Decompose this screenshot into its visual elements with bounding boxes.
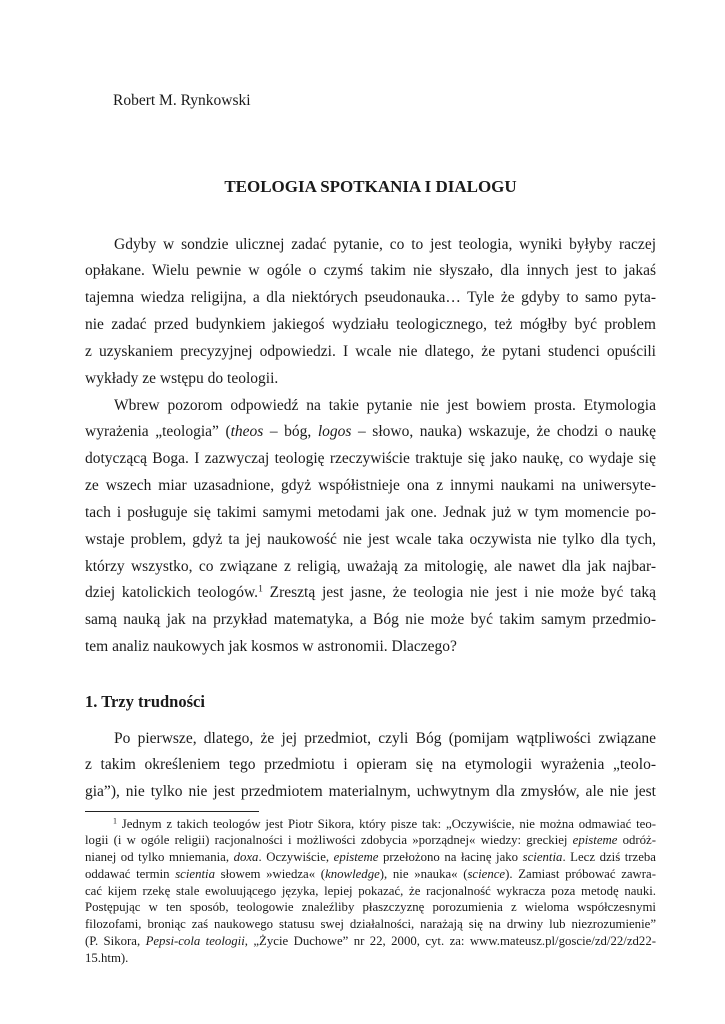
text-line (85, 607, 656, 634)
text-run: przełożono na łacinę jako (378, 850, 523, 865)
paragraph (85, 393, 656, 661)
text-line (85, 258, 656, 285)
text-run: dotyczącą Boga. I zazwyczaj teologię rzeczywiście traktuje się jako naukę, co wydaje się (85, 450, 656, 468)
footnote-text (85, 816, 656, 967)
text-run: cać kijem rzekę stale ewoluującego języka, lepiej pokazać, że racjonalność wykracza poza metodę nauki. (85, 883, 656, 898)
text-run: . Lecz dziś trzeba (562, 850, 656, 865)
text-run: którzy wszystko, co związane z religią, uważają za mitologię, ale nawet dla jak najbar- (85, 557, 656, 575)
text-line (85, 366, 656, 393)
footnote-marker: 1 (258, 584, 263, 596)
text-line (85, 527, 656, 554)
text-line (85, 285, 656, 312)
text-run: Zresztą jest jasne, że teologia nie jest i nie może być taką (262, 584, 656, 602)
footnote-separator (85, 811, 259, 812)
text-line (85, 634, 656, 661)
text-line (85, 500, 656, 527)
text-run: odróż- (617, 833, 656, 848)
text-run: gia”), nie tylko nie jest przedmiotem materialnym, uchwytnym dla zmysłów, ale nie jest (85, 783, 656, 801)
text-run: ). Zamiast próbować zawra- (505, 866, 657, 881)
text-line (85, 883, 656, 900)
italic-term: doxa (233, 850, 259, 865)
text-line (85, 899, 656, 916)
italic-term: science (467, 866, 506, 881)
text-line (85, 849, 656, 866)
text-line (85, 752, 656, 779)
footnote-marker: 1 (113, 816, 117, 826)
text-line (85, 312, 656, 339)
italic-term: episteme (572, 833, 618, 848)
text-run: tach i posługuje się takimi samymi metodami jak one. Jednak już w tym momencie po- (85, 503, 656, 521)
text-run: słowem »wiedza« ( (215, 866, 326, 881)
text-run: z takim określeniem tego przedmiotu i opieram się na etymologii wyrażenia „teolo- (85, 756, 656, 774)
text-run: – bóg, (263, 423, 318, 441)
text-run: Jednym z takich teologów jest Piotr Sikora, który pisze tak: „Oczywiście, nie można odmawiać teo- (116, 816, 656, 831)
text-line (85, 393, 656, 420)
text-line (85, 419, 656, 446)
text-run: ze wszech miar uzasadnione, gdyż współistnieje ona z innymi naukami na uniwersyte- (85, 477, 656, 495)
text-run: filozofami, broniąc zaś naukowego statusu swej działalności, narażają się na drwiny lub niezrozumienie” (85, 917, 656, 932)
text-line (85, 580, 656, 607)
text-line (85, 933, 656, 950)
text-line (85, 554, 656, 581)
text-line (85, 339, 656, 366)
text-line (85, 950, 656, 967)
text-line (85, 816, 656, 833)
text-line (85, 473, 656, 500)
text-run: – słowo, nauka) wskazuje, że chodzi o naukę (351, 423, 657, 441)
text-line (85, 726, 656, 753)
section-heading: 1. Trzy trudności (85, 691, 205, 711)
text-run: wykłady ze wstępu do teologii. (85, 369, 279, 387)
text-run: (P. Sikora, (85, 933, 146, 948)
text-run: wyrażenia „teologia” ( (85, 423, 231, 441)
text-run: opłakane. Wielu pewnie w ogóle o czymś takim nie słyszało, dla innych jest to jakaś (85, 262, 656, 280)
text-run: , „Życie Duchowe” nr 22, 2000, cyt. za: www.mateusz.pl/goscie/zd/22/zd22- (244, 933, 656, 948)
footnote (85, 816, 656, 967)
text-run: nianej od tylko mniemania, (85, 850, 234, 865)
italic-term: Pepsi-cola teologii (145, 933, 245, 948)
italic-term: scientia (522, 850, 563, 865)
text-run: samą nauką jak na przykład matematyka, a Bóg nie może być takim samym przedmio- (85, 611, 656, 629)
text-line (85, 866, 656, 883)
text-run: logii (i w ogóle religii) racjonalności i możliwości zdobycia »porządnej« wiedzy: greckiej (85, 833, 573, 848)
italic-term: theos (230, 423, 264, 441)
text-run: Wbrew pozorom odpowiedź na takie pytanie nie jest bowiem prosta. Etymologia (114, 396, 656, 414)
text-run: . Oczywiście, (258, 850, 334, 865)
article-title: TEOLOGIA SPOTKANIA I DIALOGU (224, 176, 517, 196)
text-run: Po pierwsze, dlatego, że jej przedmiot, czyli Bóg (pomijam wątpliwości związane (114, 729, 656, 747)
text-run: z uzyskaniem precyzyjnej odpowiedzi. I wcale nie dlatego, że pytani studenci opuścili (85, 342, 656, 360)
text-run: nie zadać przed budynkiem jakiegoś wydziału teologicznego, też mógłby być problem (85, 316, 656, 334)
text-line (85, 779, 656, 806)
italic-term: knowledge (325, 866, 380, 881)
text-run: Gdyby w sondzie ulicznej zadać pytanie, co to jest teologia, wyniki byłyby raczej (114, 235, 656, 253)
text-run: Postępując w ten sposób, teologowie znaleźliby płaszczyznę porozumienia z wieloma współczesnymi (85, 900, 656, 915)
italic-term: episteme (333, 850, 379, 865)
section-body (85, 726, 656, 807)
text-run: dziej katolickich teologów. (85, 584, 259, 602)
text-line (85, 446, 656, 473)
text-line (85, 916, 656, 933)
text-run: oddawać termin (85, 866, 176, 881)
text-run: 15.htm). (85, 950, 129, 965)
text-run: tem analiz naukowych jak kosmos w astronomii. Dlaczego? (85, 638, 457, 656)
text-line (85, 832, 656, 849)
italic-term: logos (317, 423, 352, 441)
author-name: Robert M. Rynkowski (113, 91, 251, 109)
text-run: wstaje problem, gdyż ta jej naukowość nie jest wcale taka oczywista nie tylko dla tych, (85, 530, 656, 548)
italic-term: scientia (175, 866, 215, 881)
text-run: tajemna wiedza religijna, a dla niektórych pseudonauka… Tyle że gdyby to samo pyta- (85, 289, 656, 307)
paragraph (85, 726, 656, 807)
text-run: ), nie »nauka« ( (379, 866, 468, 881)
text-line (85, 232, 656, 259)
paragraph (85, 232, 656, 393)
introduction (85, 232, 656, 662)
